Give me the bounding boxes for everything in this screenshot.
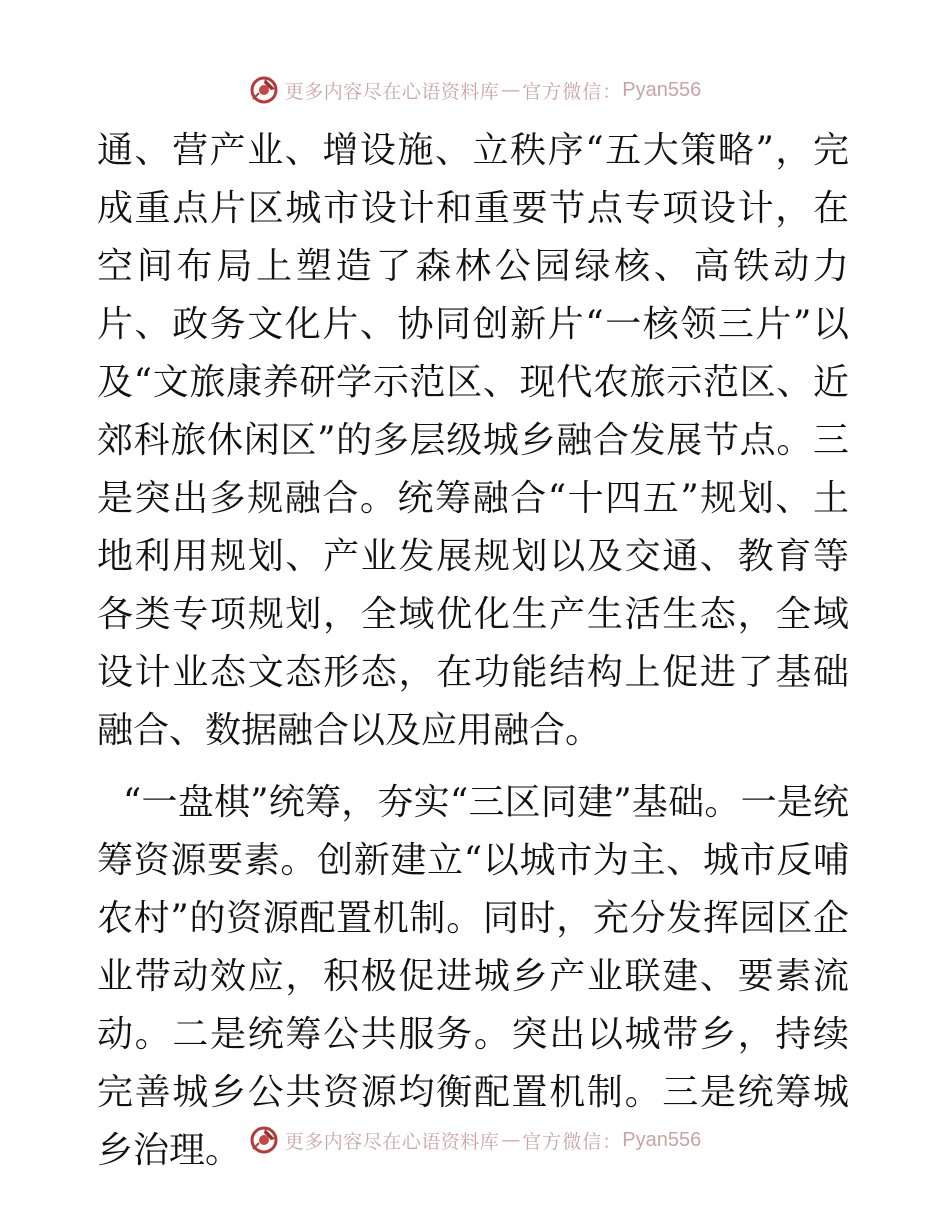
footer-watermark	[0, 1120, 950, 1160]
watermark-wechat-id: Pyan556	[622, 78, 702, 101]
document-body	[97, 122, 849, 1180]
watermark-brand-text: 更多内容尽在心语资料库	[284, 1130, 500, 1153]
paragraph-1: 通、营产业、增设施、立秩序“五大策略”，完成重点片区城市设计和重要节点专项设计，在空间布局上塑造了森林公园绿核、高铁动力片、政务文化片、协同创新片“一核领三片”以及“文旅康养研学示范区、现代农旅示范区、近郊科旅休闲区”的多层级城乡融合发展节点。三是突出多规融合。统筹融合“十四五”规划、土地利用规划、产业发展规划以及交通、教育等各类专项规划，全域优化生产生活生态，全域设计业态文态形态，在功能结构上促进了基础融合、数据融合以及应用融合。	[97, 130, 849, 751]
header-watermark	[0, 70, 950, 110]
watermark-wechat-label: 官方微信：	[522, 1130, 623, 1153]
watermark-separator: —	[501, 79, 521, 101]
red-pen-circle-icon	[249, 75, 279, 105]
red-pen-circle-icon	[249, 1125, 279, 1155]
watermark-wechat-label: 官方微信：	[522, 80, 623, 103]
paragraph-2: “一盘棋”统筹，夯实“三区同建”基础。一是统筹资源要素。创新建立“以城市为主、城市反哺农村”的资源配置机制。同时，充分发挥园区企业带动效应，积极促进城乡产业联建、要素流动。二是统筹公共服务。突出以城带乡，持续完善城乡公共资源均衡配置机制。三是统筹城乡治理。	[97, 782, 849, 1171]
watermark-brand-text: 更多内容尽在心语资料库	[284, 80, 500, 103]
watermark-separator: —	[501, 1129, 521, 1151]
watermark-wechat-id: Pyan556	[622, 1128, 702, 1151]
